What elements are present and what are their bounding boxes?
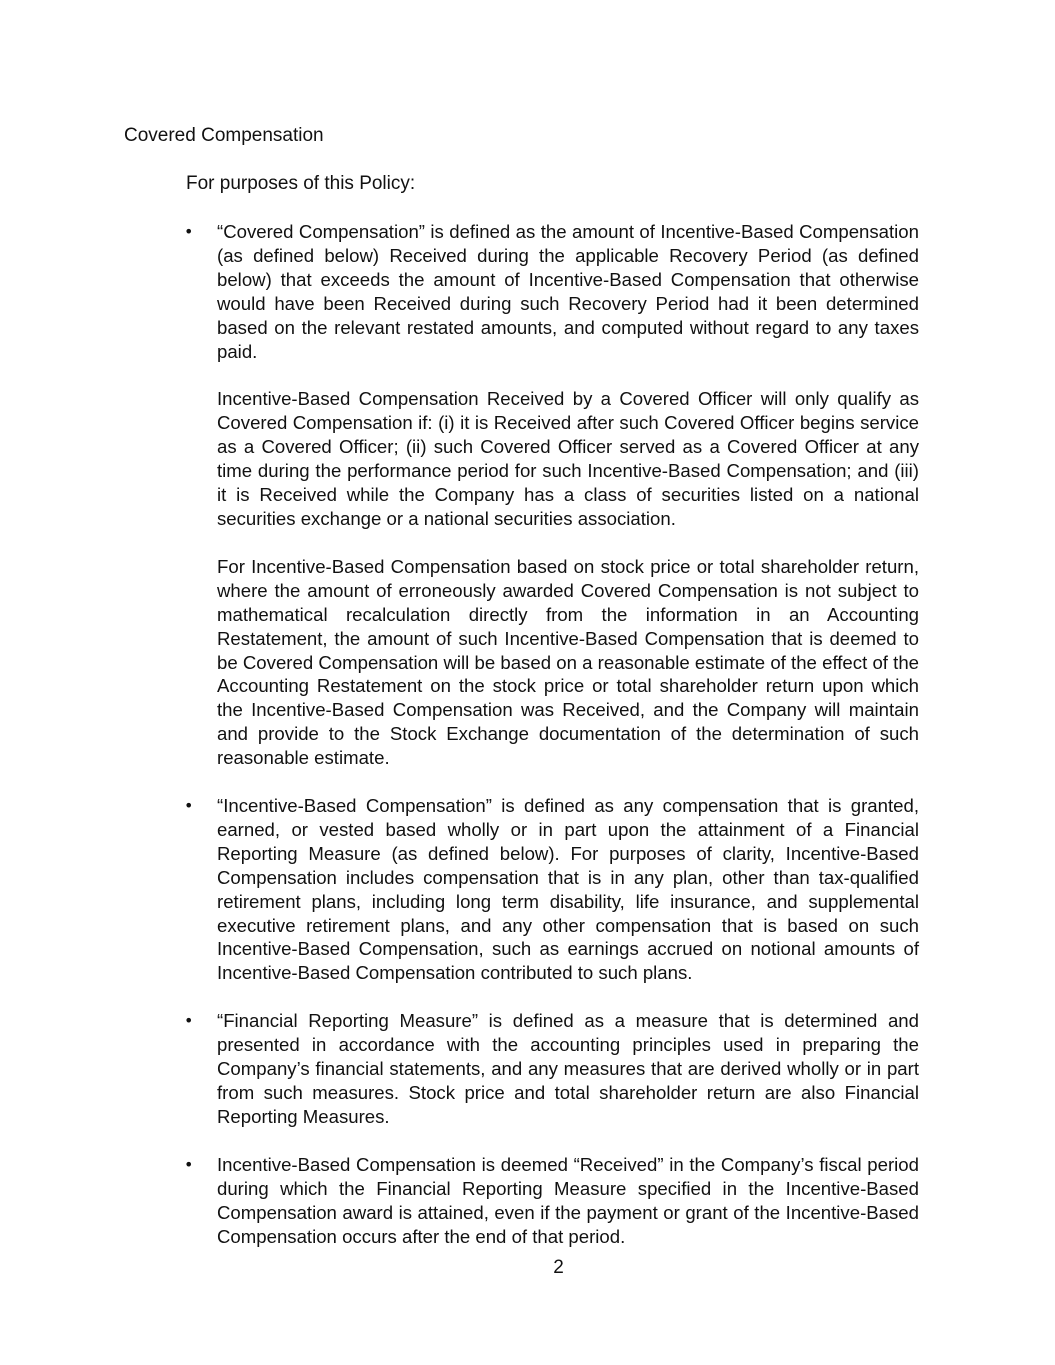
paragraph: Incentive-Based Compensation Received by a Covered Officer will only qualify as Covered Compensation if: (i) it is Received after such Covered Officer begins service as a Covered Officer; (ii) such Covered Officer served as a Covered Officer at any time during the performance period for such Incentive-Based Compensation; and (iii) it is Received while the Company has a class of securities listed on a national securities exchange or a national securities association. xyxy=(217,388,919,529)
bullet-received xyxy=(0,1153,1055,1249)
paragraph: Incentive-Based Compensation is deemed “Received” in the Company’s fiscal period during which the Financial Reporting Measure specified in the Incentive-Based Compensation award is attained, even if the payment or grant of the Incentive-Based Compensation occurs after the end of that period. xyxy=(217,1153,919,1247)
bullet-covered-compensation xyxy=(0,220,1055,770)
definitions-list xyxy=(0,220,1055,1272)
bullet-financial-reporting-measure xyxy=(0,1009,1055,1129)
bullet-icon: • xyxy=(184,222,194,241)
bullet-icon: • xyxy=(184,1154,194,1174)
paragraph: For Incentive-Based Compensation based on stock price or total shareholder return, where the amount of erroneously awarded Covered Compensation is not subject to mathematical recalculation directly from the information in an Accounting Restatement, the amount of such Incentive-Based Compensation that is deemed to be Covered Compensation will be based on a reasonable estimate of the effect of the Accounting Restatement on the stock price or total shareholder return upon which the Incentive-Based Compensation was Received, and the Company will maintain and provide to the Stock Exchange documentation of the determination of such reasonable estimate. xyxy=(217,555,919,769)
paragraph: “Financial Reporting Measure” is defined as a measure that is determined and presented in accordance with the accounting principles used in preparing the Company’s financial statements, and any measures that are derived wholly or in part from such measures. Stock price and total shareholder return are also Financial Reporting Measures. xyxy=(217,1010,919,1127)
bullet-icon: • xyxy=(184,1011,194,1031)
bullet-incentive-based-compensation xyxy=(0,794,1055,985)
page-number: 2 xyxy=(553,1257,564,1278)
paragraph: “Covered Compensation” is defined as the amount of Incentive-Based Compensation (as defined below) Received during the applicable Recovery Period (as defined below) that exceeds the amount of Incentive-Based Compensation that otherwise would have been Received during such Recovery Period had it been determined based on the relevant restated amounts, and computed without regard to any taxes paid. xyxy=(217,221,919,362)
bullet-icon: • xyxy=(184,796,194,816)
intro-text: For purposes of this Policy: xyxy=(186,173,416,194)
paragraph: “Incentive-Based Compensation” is defined as any compensation that is granted, earned, or vested based wholly or in part upon the attainment of a Financial Reporting Measure (as defined below). For purposes of clarity, Incentive-Based Compensation includes compensation that is in any plan, other than tax-qualified retirement plans, including long term disability, life insurance, and supplemental executive retirement plans, and any other compensation that is based on such Incentive-Based Compensation, such as earnings accrued on notional amounts of Incentive-Based Compensation contributed to such plans. xyxy=(217,795,919,984)
section-heading: Covered Compensation xyxy=(124,125,324,146)
